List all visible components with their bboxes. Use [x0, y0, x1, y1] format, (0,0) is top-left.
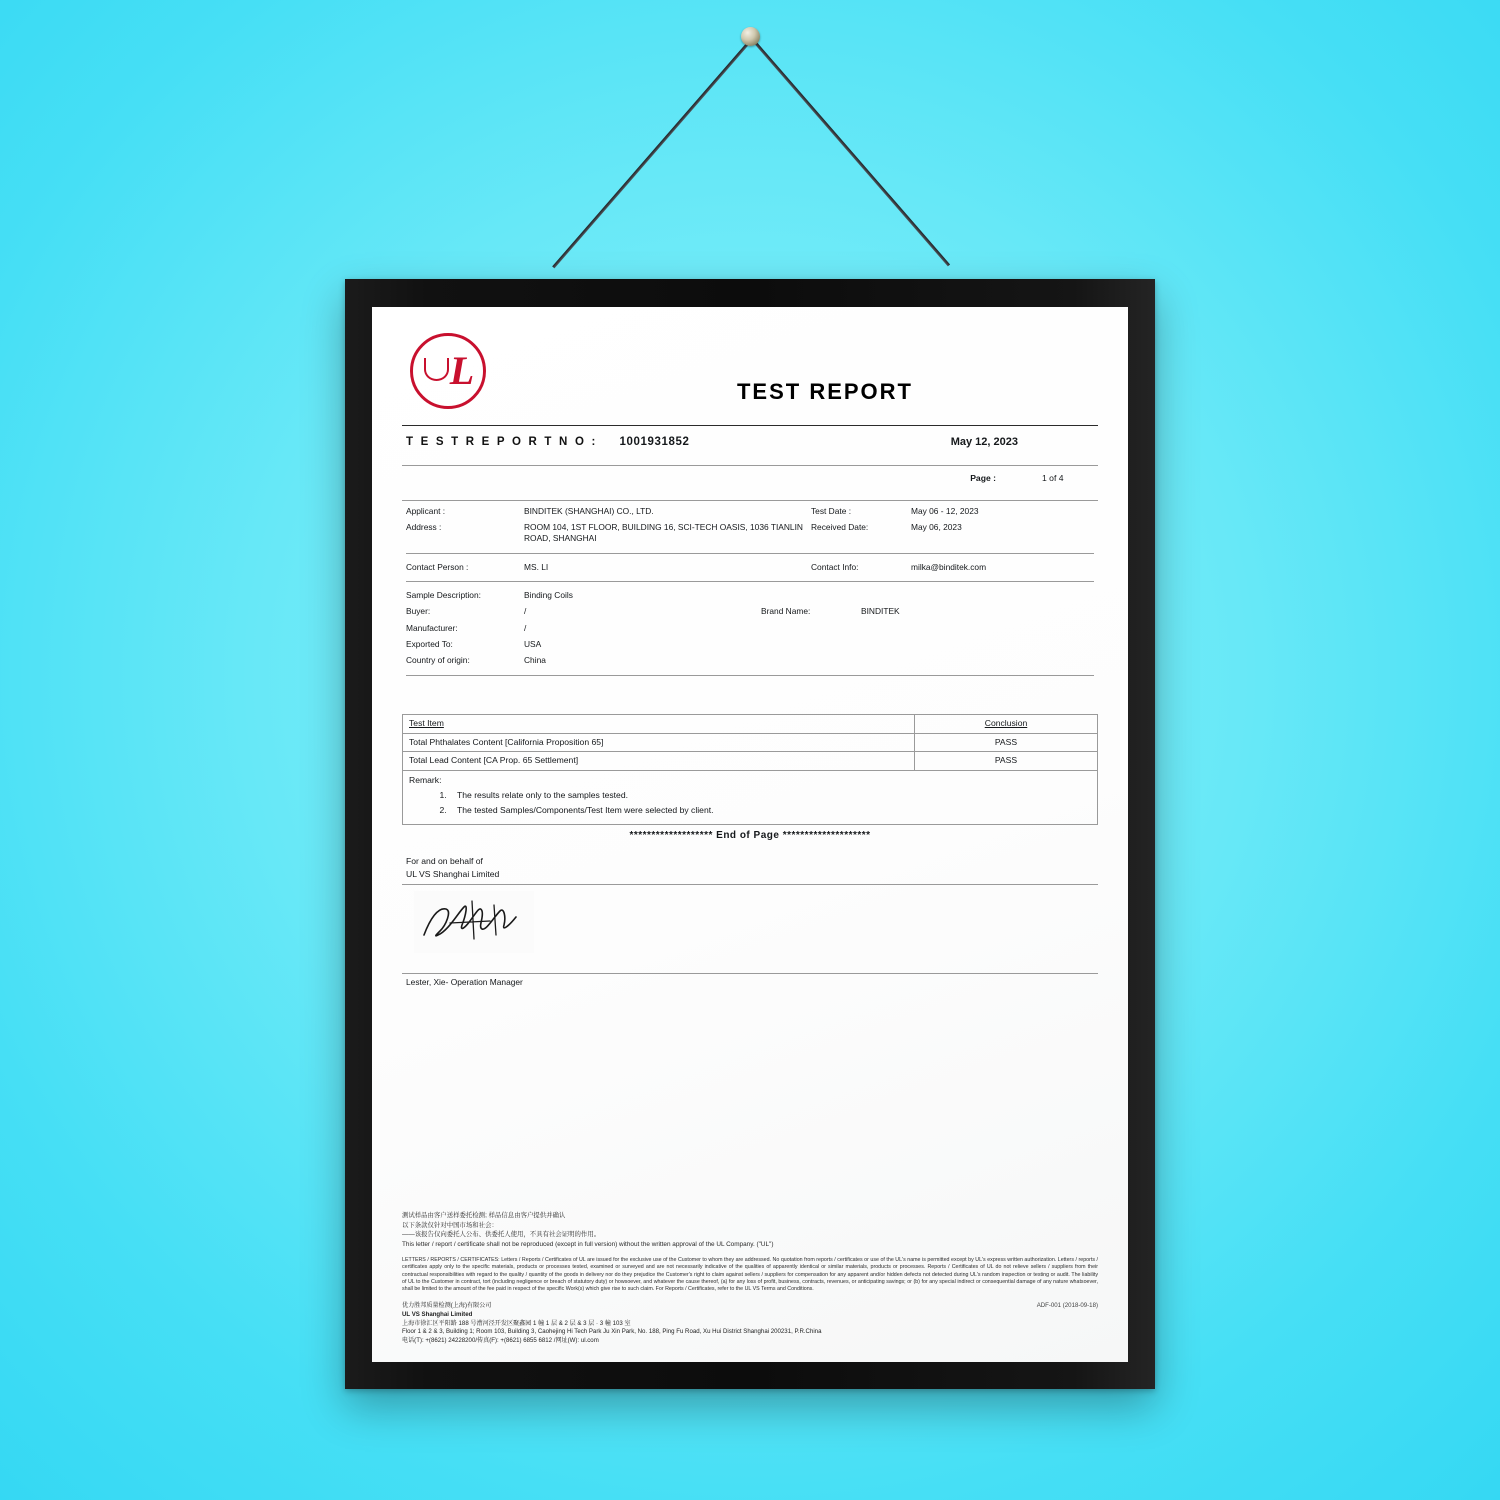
address-label: Address : — [406, 521, 442, 532]
buyer-label: Buyer: — [406, 606, 431, 617]
footer-cn-line-2: 以下条款仅针对中国市场和社会： — [402, 1221, 498, 1229]
remark-item-2-text: The tested Samples/Components/Test Item were selected by client. — [457, 804, 714, 815]
end-of-page-marker: ******************* End of Page ******************** — [629, 829, 871, 841]
report-date: May 12, 2023 — [950, 436, 1018, 449]
signature-image — [414, 891, 534, 953]
applicant-label: Applicant : — [406, 505, 446, 516]
table-row — [403, 734, 1097, 753]
received-date-value: May 06, 2023 — [911, 521, 962, 532]
ul-logo-icon — [410, 333, 486, 409]
frame-mat — [372, 307, 1128, 1362]
conclusion-1: PASS — [914, 734, 1097, 752]
footer-document-code: ADF-001 (2018-09-18) — [1036, 1301, 1098, 1309]
info-row-country-origin — [406, 653, 1094, 669]
remark-item — [449, 803, 1091, 818]
manufacturer-label: Manufacturer: — [406, 622, 458, 633]
test-item-2: Total Lead Content [CA Prop. 65 Settlement] — [409, 755, 579, 766]
hanging-wire-left — [552, 40, 751, 268]
contact-divider — [406, 581, 1094, 582]
signature-area — [402, 885, 1098, 973]
results-table-header — [403, 715, 1097, 734]
sample-description-label: Sample Description: — [406, 589, 481, 600]
brand-name-value: BINDITEK — [861, 606, 900, 617]
signoff-line-2: UL VS Shanghai Limited — [406, 868, 500, 879]
report-number-row — [402, 426, 1098, 459]
page-title: TEST REPORT — [736, 379, 913, 404]
received-date-label: Received Date: — [811, 521, 869, 532]
signatory-name: Lester, Xie- Operation Manager — [406, 977, 523, 988]
footer-address-block — [402, 1302, 1098, 1346]
footer-cn-line-1: 测试样品由客户送样委托检测; 样品信息由客户提供并确认 — [402, 1211, 566, 1219]
exported-to-label: Exported To: — [406, 639, 453, 650]
country-origin-value: China — [524, 655, 546, 666]
contact-info-label: Contact Info: — [811, 561, 859, 572]
info-row-sample-description — [406, 587, 1094, 603]
country-origin-label: Country of origin: — [406, 655, 470, 666]
footer-legal-text: LETTERS / REPORTS / CERTIFICATES: Letters / Reports / Certificates of UL are issued for the exclusive use of the Customer to whom they are addressed. No quotation from reports / certificates or use of the UL's name is permitted except by UL's express written authorization. Letters / reports / certificates apply only to the specific materials, products or processes tested, examined or surveyed and are not necessarily indicative of the qualities of apparently identical or similar materials, products or processes. Reports / Certificates of UL do not relieve sellers / suppliers from their contractual responsibilities with regard to the quality / quantity of the goods in delivery nor do they prejudice the Customer's right to claim against sellers / suppliers for compensation for any apparent and/or hidden defects not detected during UL's random inspection or testing or audit. The liability of UL to the Customer in contract, tort (including negligence or breach of statutory duty) or howsoever, and whatever the cause thereof, (a) for any loss of profit, business, contracts, revenues, or anticipating savings; or (b) for any special indirect or consequential damage of any nature whatsoever, shall be limited to the amount of the fee paid in respect of the specific Work(s) which give rise to such claim. For Reports / Certificates, refer to the UL VS Terms and Conditions. — [402, 1257, 1098, 1292]
footer-contact-line: 电话(T): +(8621) 24228200/传真(F): +(8621) 6855 6812 /网址(W): ul.com — [402, 1337, 599, 1345]
sample-description-value: Binding Coils — [524, 589, 573, 600]
exported-to-value: USA — [524, 639, 542, 650]
results-table — [402, 714, 1098, 825]
hanging-wire-right — [751, 38, 950, 266]
signature-strokes — [420, 895, 528, 947]
test-date-value: May 06 - 12, 2023 — [911, 505, 979, 516]
document-footer — [402, 1211, 1098, 1346]
contact-person-label: Contact Person : — [406, 561, 469, 572]
info-row-exported-to — [406, 637, 1094, 653]
report-number-value: 1001931852 — [619, 436, 690, 448]
applicant-value: BINDITEK (SHANGHAI) CO., LTD. — [524, 505, 654, 516]
picture-frame — [345, 279, 1155, 1389]
document-title-row — [552, 377, 1098, 407]
conclusion-2: PASS — [914, 752, 1097, 770]
footer-cn-line-3: ——该报告仅向委托人公布、供委托人使用，不具有社会证明的作用。 — [402, 1231, 601, 1239]
page-label: Page : — [970, 472, 996, 483]
contact-info-value: milka@binditek.com — [911, 561, 987, 572]
test-item-1: Total Phthalates Content [California Proposition 65] — [409, 736, 604, 747]
footer-address-cn: 上海市徐汇区平阳路 188 号漕河泾开发区聚鑫园 1 幢 1 层 & 2 层 & 3 层 · 3 幢 103 室 — [402, 1319, 631, 1327]
applicant-info-block — [402, 501, 1098, 676]
address-value: ROOM 104, 1ST FLOOR, BUILDING 16, SCI-TECH OASIS, 1036 TIANLIN ROAD, SHANGHAI — [524, 521, 803, 544]
remark-block — [403, 771, 1097, 825]
brand-name-label: Brand Name: — [761, 606, 811, 617]
report-number-label: T E S T R E P O R T N O : — [406, 436, 598, 448]
sample-divider — [406, 675, 1094, 676]
footer-address-en: Floor 1 & 2 & 3, Building 1; Room 103, Building 3, Caohejing Hi Tech Park Ju Xin Park, No. 188, Ping Fu Road, Xu Hui District Shanghai 200231, P.R.China — [402, 1328, 822, 1336]
picture-hook-nail — [741, 27, 760, 46]
signoff-block — [402, 856, 1098, 880]
info-row-manufacturer — [406, 620, 1094, 636]
footer-company-cn: 优力胜邦质量检测(上海)有限公司 — [402, 1301, 492, 1309]
info-row-contact — [406, 559, 1094, 575]
address-divider — [406, 553, 1094, 554]
footer-company-en: UL VS Shanghai Limited — [402, 1310, 473, 1318]
info-row-address — [406, 519, 1094, 547]
info-row-applicant — [406, 503, 1094, 519]
contact-person-value: MS. LI — [524, 561, 549, 572]
footer-cn-line-4: This letter / report / certificate shall not be reproduced (except in full version) without the written approval of the UL Company. ("UL") — [402, 1240, 774, 1248]
page-indicator — [402, 466, 1098, 495]
column-header-test-item: Test Item — [409, 718, 444, 729]
remark-label: Remark: — [409, 774, 442, 785]
test-report-document — [372, 307, 1128, 1362]
manufacturer-value: / — [524, 622, 527, 633]
ul-logo-text: L — [413, 336, 483, 406]
ul-logo-u-shape — [424, 358, 449, 381]
buyer-value: / — [524, 606, 527, 617]
table-row — [403, 752, 1097, 771]
document-header — [402, 329, 1098, 419]
remark-item — [449, 789, 1091, 804]
footer-chinese-notes — [402, 1211, 1098, 1249]
remark-item-1-text: The results relate only to the samples tested. — [457, 790, 629, 801]
page-value: 1 of 4 — [1042, 472, 1064, 483]
info-row-buyer — [406, 604, 1094, 620]
test-date-label: Test Date : — [811, 505, 852, 516]
signoff-line-1: For and on behalf of — [406, 856, 483, 867]
column-header-conclusion: Conclusion — [914, 715, 1097, 733]
